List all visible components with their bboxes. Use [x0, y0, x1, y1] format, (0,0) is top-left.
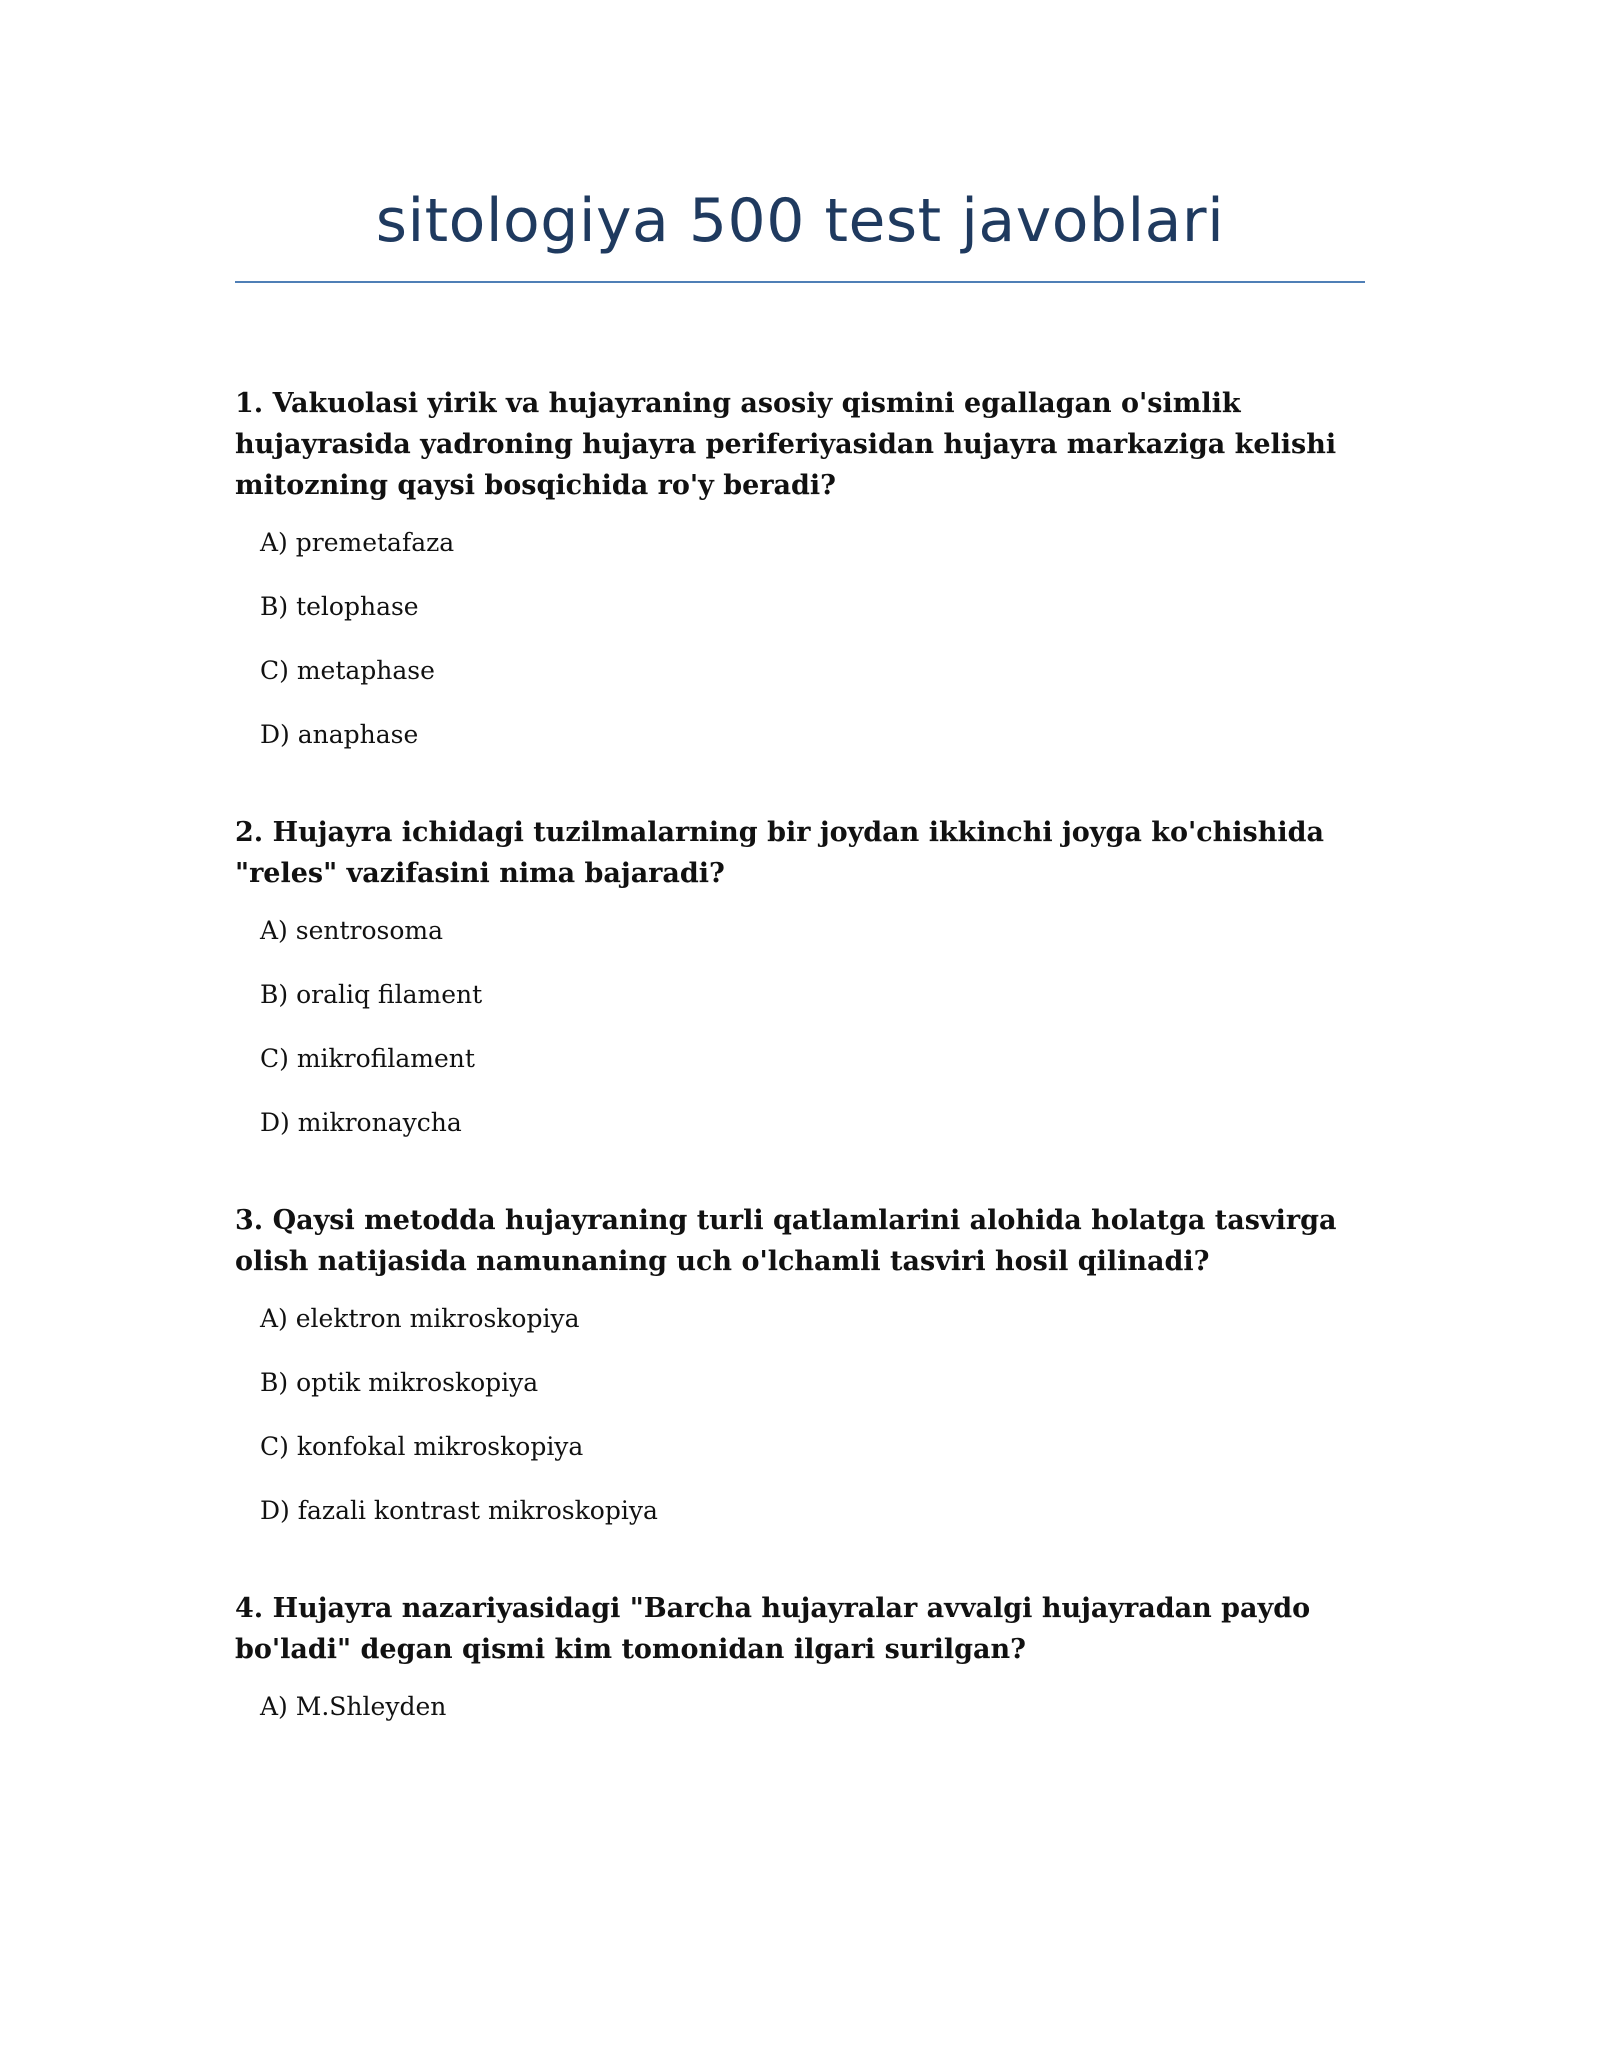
- option-list: [235, 1302, 1365, 1528]
- option-b: B) optik mikroskopiya: [260, 1368, 539, 1397]
- question-4: [235, 1588, 1365, 1724]
- option-list: [235, 914, 1365, 1140]
- option-a: A) premetafaza: [260, 528, 455, 557]
- option-list: [235, 1690, 1365, 1724]
- option-a: A) M.Shleyden: [260, 1692, 447, 1721]
- option-list: [235, 526, 1365, 752]
- question-text: 1. Vakuolasi yirik va hujayraning asosiy qismini egallagan o'simlik hujayrasida yadroning hujayra periferiyasidan hujayra markaziga kelishi mitozning qaysi bosqichida ro'y beradi?: [235, 388, 1337, 501]
- question-text: 4. Hujayra nazariyasidagi "Barcha hujayralar avvalgi hujayradan paydo bo'ladi" degan qismi kim tomonidan ilgari surilgan?: [235, 1593, 1311, 1665]
- option-a: A) sentrosoma: [260, 916, 444, 945]
- question-list: [235, 383, 1365, 1784]
- option-d: D) fazali kontrast mikroskopiya: [260, 1496, 658, 1525]
- question-2: [235, 812, 1365, 1140]
- option-d: D) anaphase: [260, 720, 419, 749]
- question-text: 2. Hujayra ichidagi tuzilmalarning bir joydan ikkinchi joyga ko'chishida "reles" vazifasini nima bajaradi?: [235, 817, 1325, 889]
- question-3: [235, 1200, 1365, 1528]
- document-title: sitologiya 500 test javoblari: [375, 186, 1225, 256]
- option-b: B) telophase: [260, 592, 419, 621]
- title-divider: [235, 281, 1365, 283]
- option-c: C) metaphase: [260, 656, 435, 685]
- option-d: D) mikronaycha: [260, 1108, 462, 1137]
- title-block: [235, 188, 1365, 254]
- option-c: C) konfokal mikroskopiya: [260, 1432, 584, 1461]
- option-a: A) elektron mikroskopiya: [260, 1304, 580, 1333]
- question-text: 3. Qaysi metodda hujayraning turli qatlamlarini alohida holatga tasvirga olish natijasida namunaning uch o'lchamli tasviri hosil qilinadi?: [235, 1205, 1337, 1277]
- option-c: C) mikrofilament: [260, 1044, 475, 1073]
- question-1: [235, 383, 1365, 752]
- option-b: B) oraliq filament: [260, 980, 483, 1009]
